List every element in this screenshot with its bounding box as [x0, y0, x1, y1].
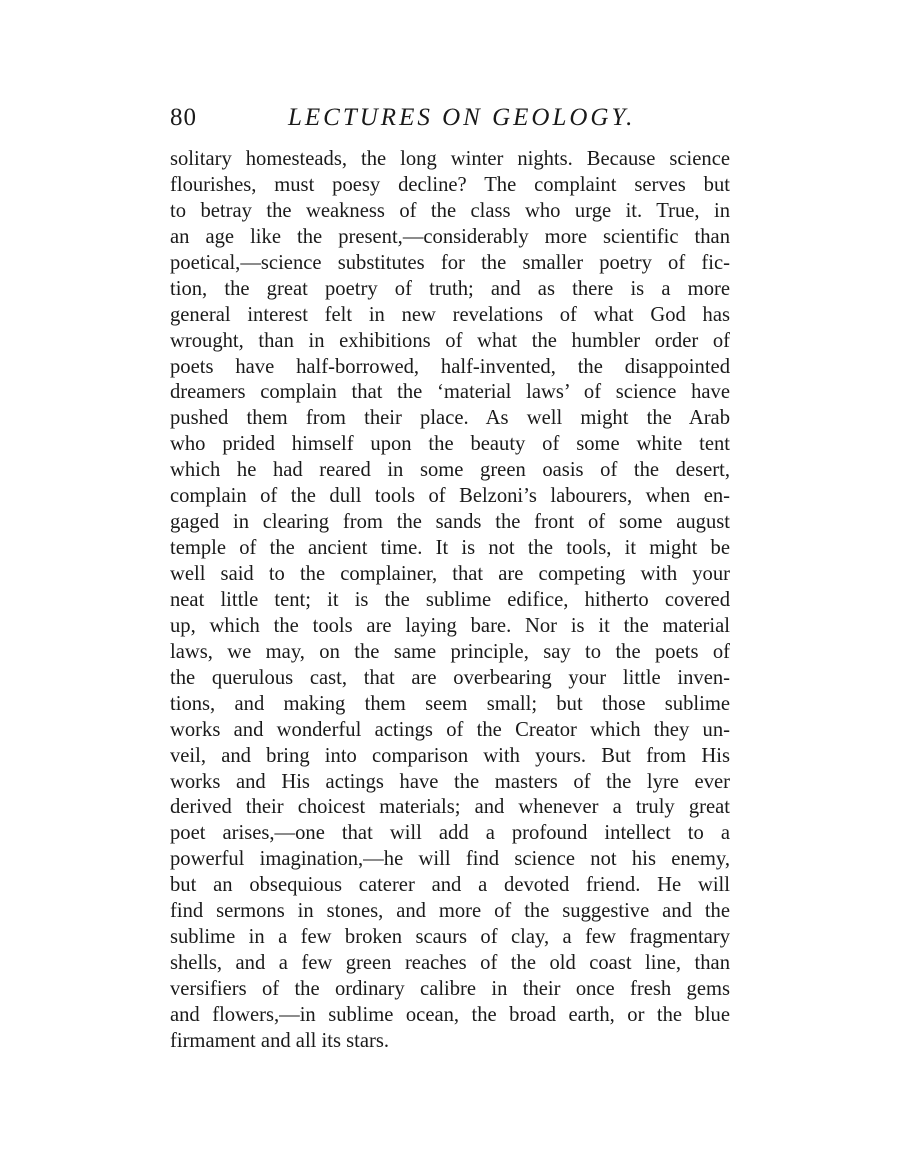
text-line: tion, the great poetry of truth; and as there is a more	[170, 277, 730, 300]
text-line: find sermons in stones, and more of the suggestive and the	[170, 900, 730, 923]
text-line: pushed them from their place. As well might the Arab	[170, 407, 730, 430]
text-line: the querulous cast, that are overbearing your little inven-	[170, 666, 730, 689]
running-head	[170, 98, 730, 138]
text-line: derived their choicest materials; and whenever a truly great	[170, 796, 730, 819]
text-line: gaged in clearing from the sands the front of some august	[170, 511, 730, 534]
text-line: neat little tent; it is the sublime edifice, hitherto covered	[170, 588, 730, 611]
text-line: poetical,—science substitutes for the smaller poetry of fic-	[170, 251, 730, 274]
text-line: shells, and a few green reaches of the old coast line, than	[170, 952, 730, 975]
text-line: works and wonderful actings of the Creator which they un-	[170, 718, 730, 741]
text-line: firmament and all its stars.	[170, 1029, 390, 1052]
text-line: veil, and bring into comparison with yours. But from His	[170, 744, 730, 767]
text-line: powerful imagination,—he will find science not his enemy,	[170, 848, 730, 871]
text-line: complain of the dull tools of Belzoni’s labourers, when en-	[170, 485, 730, 508]
text-line: temple of the ancient time. It is not the tools, it might be	[170, 537, 730, 560]
text-line: who prided himself upon the beauty of some white tent	[170, 433, 730, 456]
text-line: works and His actings have the masters of the lyre ever	[170, 770, 730, 793]
text-line: and flowers,—in sublime ocean, the broad earth, or the blue	[170, 1003, 730, 1026]
text-line: flourishes, must poesy decline? The complaint serves but	[170, 173, 730, 196]
text-line: solitary homesteads, the long winter nights. Because science	[170, 148, 730, 170]
text-line: poet arises,—one that will add a profound intellect to a	[170, 822, 730, 845]
page-number: 80	[170, 104, 197, 131]
running-title: LECTURES ON GEOLOGY.	[288, 104, 636, 131]
text-line: wrought, than in exhibitions of what the humbler order of	[170, 329, 730, 352]
text-line: dreamers complain that the ‘material laws’ of science have	[170, 381, 730, 404]
text-line: tions, and making them seem small; but those sublime	[170, 692, 730, 715]
text-line: versifiers of the ordinary calibre in their once fresh gems	[170, 978, 730, 1000]
body-text	[170, 147, 730, 1055]
text-line: poets have half-borrowed, half-invented, the disappointed	[170, 355, 730, 378]
text-line: to betray the weakness of the class who urge it. True, in	[170, 199, 730, 222]
text-line: well said to the complainer, that are competing with your	[170, 563, 730, 585]
text-line: laws, we may, on the same principle, say to the poets of	[170, 640, 730, 663]
text-line: general interest felt in new revelations of what God has	[170, 303, 730, 326]
text-line: sublime in a few broken scaurs of clay, a few fragmentary	[170, 926, 730, 949]
text-line: up, which the tools are laying bare. Nor is it the material	[170, 614, 730, 637]
text-line: which he had reared in some green oasis of the desert,	[170, 459, 730, 482]
text-line: but an obsequious caterer and a devoted friend. He will	[170, 874, 730, 897]
text-line: an age like the present,—considerably more scientific than	[170, 225, 730, 248]
